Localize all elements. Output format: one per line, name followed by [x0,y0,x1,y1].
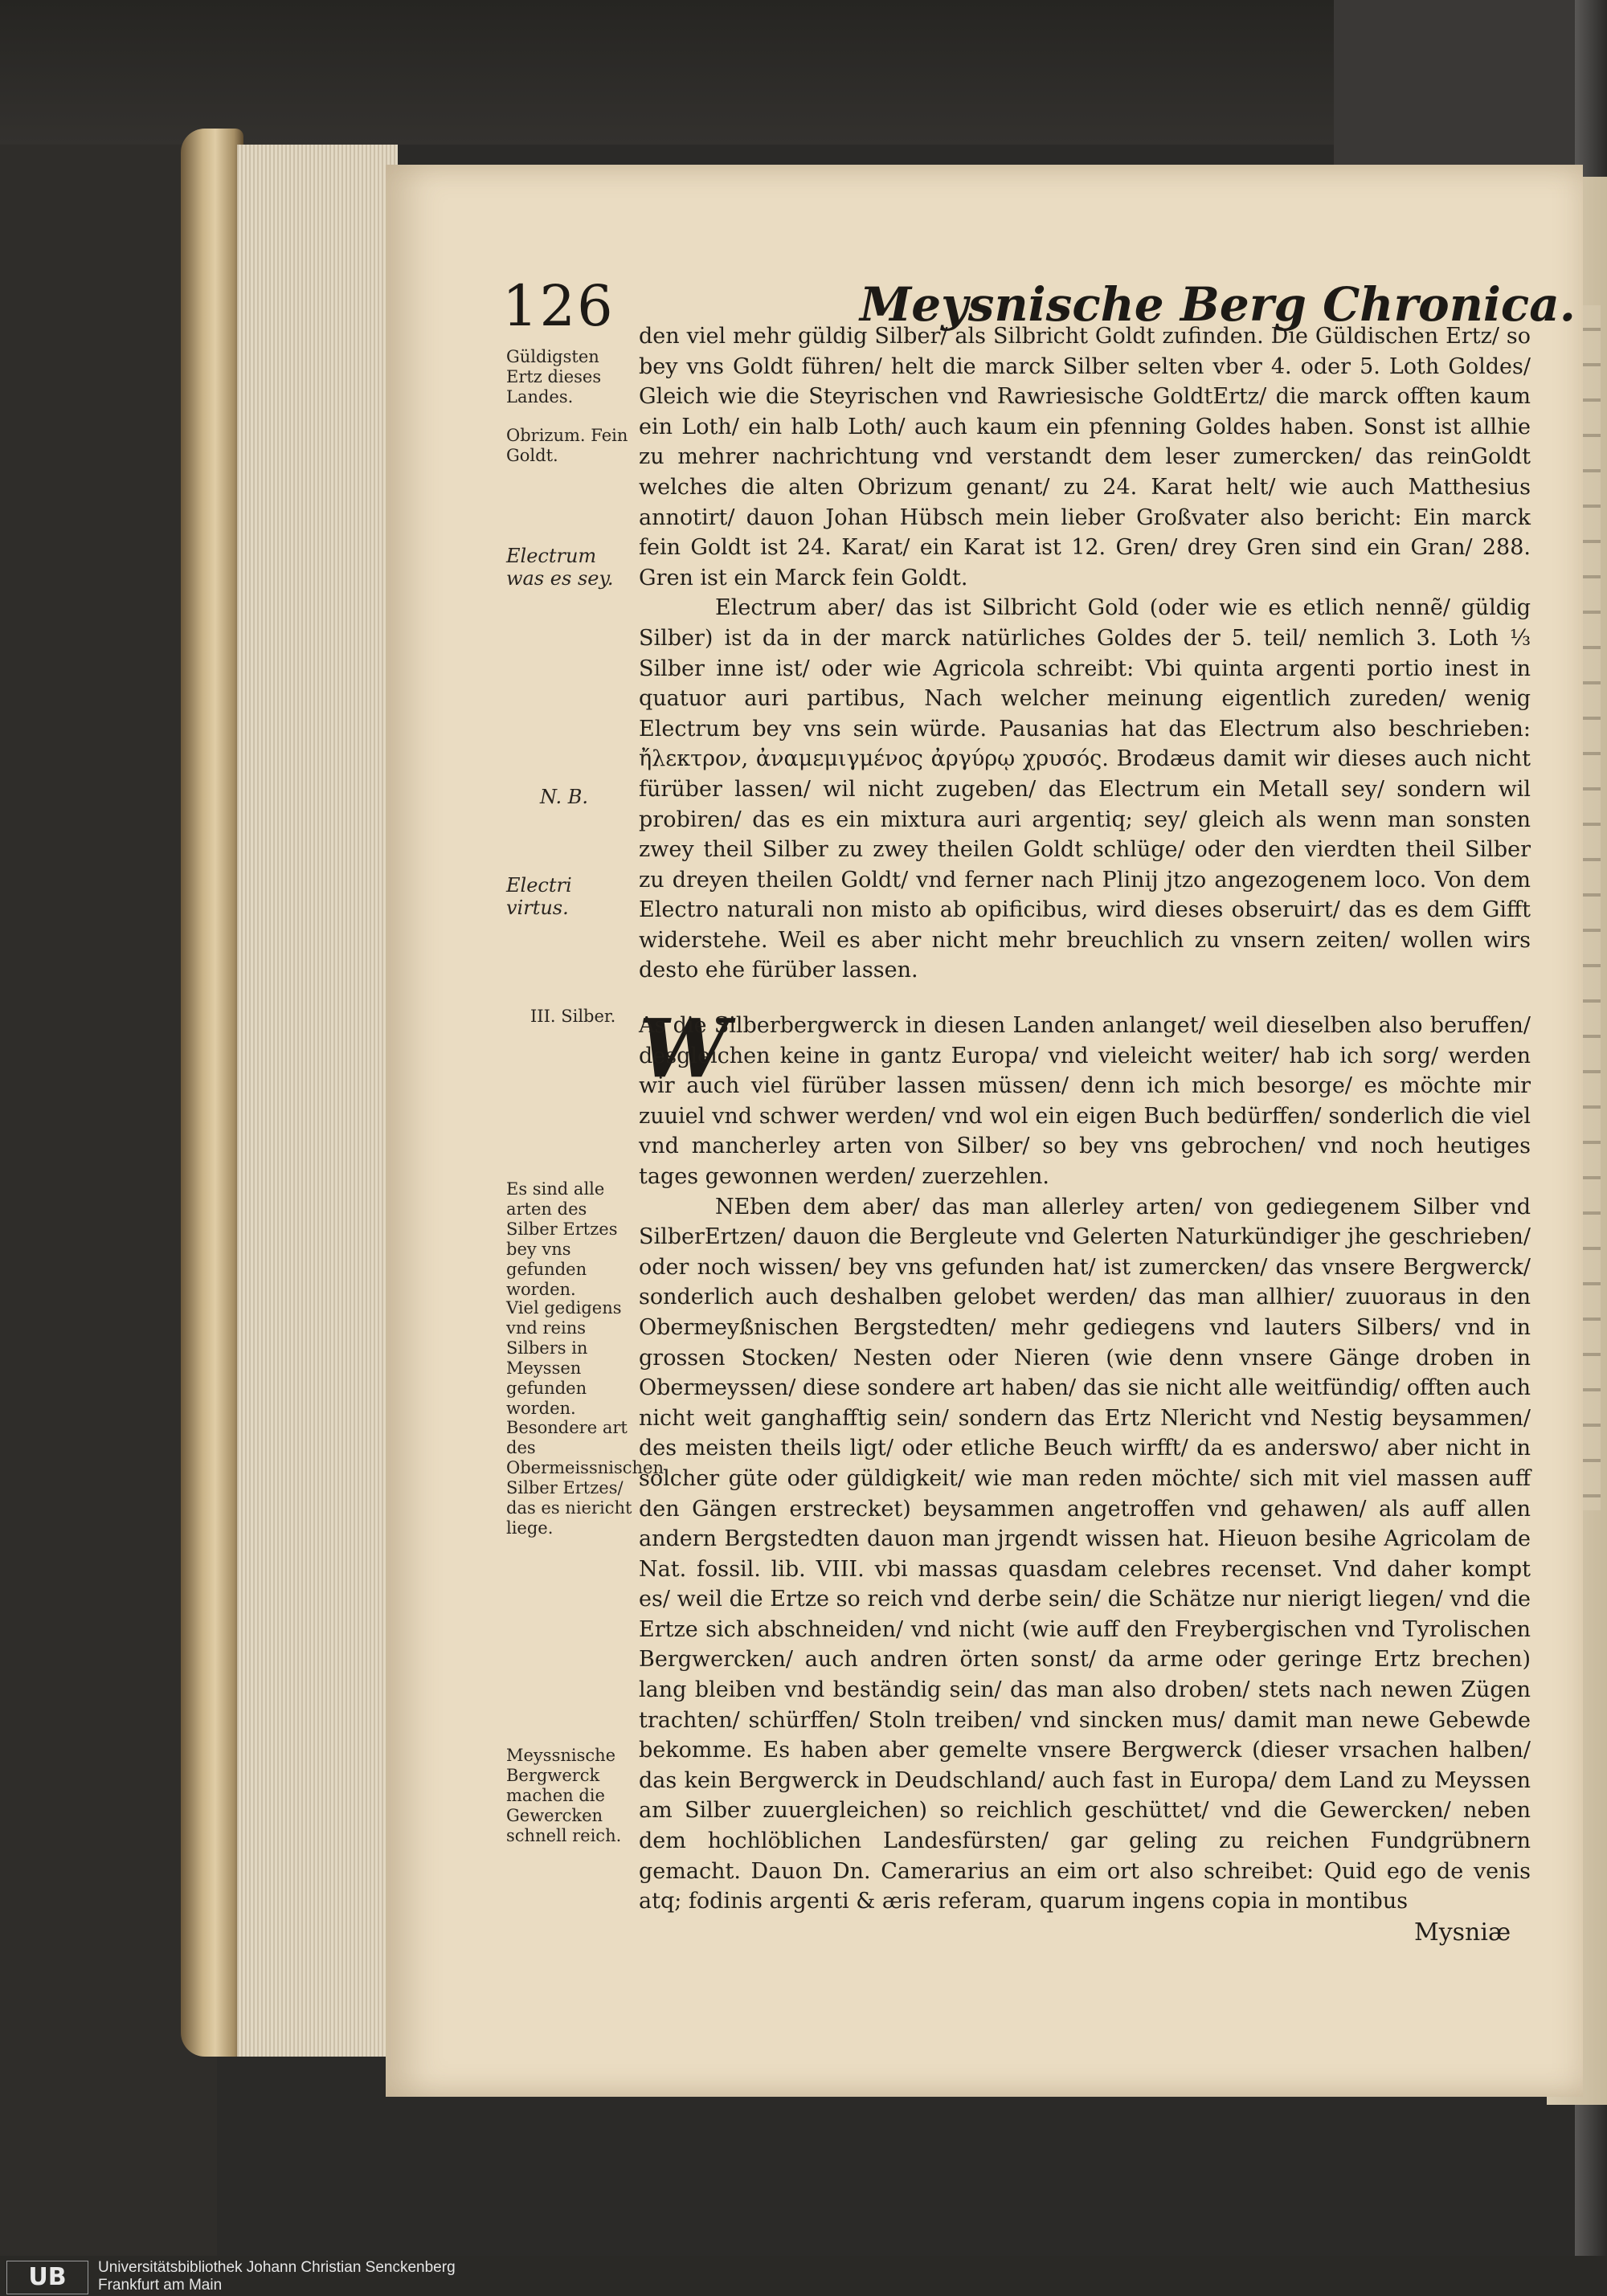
margin-note-obrizum: Obrizum. Fein Goldt. [506,426,628,465]
library-logo: UB [6,2261,88,2294]
margin-note-besondere-art: Besondere art des Obermeissnischen Silber Ertzes/ das es niericht liege. [506,1418,664,1538]
running-head: Meysnische Berg Chronica. [860,277,1576,332]
page-stack-edge [237,145,398,2057]
paragraph-neben-dem: NEben dem aber/ das man allerley arten/ von gediegenem Silber vnd SilberErtzen/ dauon die Bergleute vnd Gelerten Naturkündiger jhe geschrieben/ oder noch wissen/ bey vns gefunden hat/ ist zumercken/ das vnsere Bergwerck/ sonderlich auch deshalben gelobet werden/ das man allhier/ zuuoraus in den Obermeyßnischen Bergstedten/ mehr gediegens vnd lauters Silbers/ vnd in grossen Stocken/ Nesten oder Nieren (wie denn vnsere Gänge droben in Obermeyssen/ diese sondere art haben/ das sie nicht alle weitfündig/ offten auch nicht weit ganghafftig sein/ sondern das Ertz Nlericht vnd Nestig beysammen/ des meisten theils ligt/ oder etliche Beuch wirfft/ da es anderswo/ aber nicht in solcher güte oder güldigkeit/ wie man reden möchte/ sich mit viel massen auff den Gängen erstrecket) beysammen angetroffen vnd gehawen/ als auff allen andern Bergstedten dauon man jrgendt wissen hat. Hieuon besihe Agricolam de Nat. fossil. lib. VIII. vbi massas quasdam celebres recenset. Vnd daher kompt es/ weil die Ertze so reich vnd derbe sein/ die Schätze nur nierigt liegen/ vnd die Ertze sich abschneiden/ vnd nicht (wie auff den Freybergischen vnd Tyrolischen Bergwercken/ auch andren örten sonst/ da arme oder geringe Ertz brechen) lang bleiben vnd beständig sein/ das man also droben/ stets nach newen Zügen trachten/ schürffen/ Stoln treiben/ vnd sincken mus/ damit man newe Gebewde bekomme. Es haben aber gemelte vnsere Bergwerck (dieser vrsachen halben/ das kein Bergwerck in Deudschland/ auch fast in Europa/ dem Land zu Meyssen am Silber zuuergleichen) so reichlich geschüttet/ vnd die Gewercken/ neben dem hochlöblichen Landesfürsten/ gar geling zu reichen Fundgrübnern gemacht. Dauon Dn. Camerarius an eim ort also schreibet: Quid ego de venis atq; fodinis argenti & æris referam, quarum ingens copia in montibus [639,1194,1531,1914]
margin-note-guldigsten: Güldigsten Ertz dieses Landes. [506,347,602,406]
text-block-silber [639,1011,1531,1917]
margin-note-gedigens: Viel gedigens vnd reins Silbers in Meyssen gefunden worden. [506,1298,622,1418]
paragraph-electrum: Electrum aber/ das ist Silbricht Gold (oder wie es etlich nennẽ/ güldig Silber) ist da in der marck natürliches Goldes der 5. teil/ nemlich 3. Loth ⅓ Silber inne ist/ oder wie Agricola schreibt: Vbi quinta argenti portio inest in quatuor auri partibus, Nach welcher meinung eigentlich zureden/ wenig Electrum bey vns sein würde. Pausanias hat das Electrum also beschrieben: ἤλεκτρον, ἀναμεμιγμένος ἀργύρῳ χρυσός. Brodæus damit wir dieses auch nicht fürüber lassen/ wil nicht zugeben/ das Electrum ein Metall sey/ sondern wil probiren/ das es ein mixtura auri argentiq; sey/ gleich als wenn man sonsten zwey theil Silber zu zwey theilen Goldt schlüge/ oder den vierdten theil Silber zu dreyen theilen Goldt/ vnd ferner nach Plinij jtzo angezogenem loco. Von dem Electro naturali non misto ab opificibus, wird dieses obseruirt/ das es dem Gifft widerstehe. Weil es aber nicht mehr breuchlich zu vnsern zeiten/ wollen wirs desto ehe fürüber lassen. [639,595,1531,983]
drop-cap-initial: W [639,1001,730,1096]
book-binding [181,129,243,2057]
margin-note-silber: III. Silber. [530,1007,616,1026]
margin-note-electrum: Electrum was es sey. [506,545,614,590]
margin-note-nb: N. B. [540,786,588,808]
catchword: Mysniæ [1414,1918,1511,1947]
paragraph-silberbergwerck: As die Silberbergwerck in diesen Landen anlanget/ weil dieselben also beruffen/ desgleichen keine in gantz Europa/ vnd vieleicht weiter/ hab ich sorg/ werden wir auch viel fürüber lassen müssen/ denn ich mich besorge/ es möchte mir zuuiel vnd schwer werden/ vnd wol ein eigen Buch bedürffen/ sonderlich die viel vnd mancherley arten von Silber/ so bey vns gebrochen/ vnd noch heutiges tages gewonnen werden/ zuerzehlen. [639,1013,1531,1189]
text-block-gold-electrum [639,321,1531,986]
margin-note-alle-arten: Es sind alle arten des Silber Ertzes bey vns gefunden worden. [506,1179,618,1299]
margin-note-meyssnische: Meyssnische Bergwerck machen die Gewercken schnell reich. [506,1746,622,1845]
page-number: 126 [502,273,615,339]
footer-city: Frankfurt am Main [98,2277,223,2294]
margin-note-electri-virtus: Electri virtus. [506,874,572,919]
footer-library-name: Universitätsbibliothek Johann Christian Senckenberg [98,2259,456,2276]
paragraph-gold: den viel mehr güldig Silber/ als Silbricht Goldt zufinden. Die Güldischen Ertz/ so bey vns Goldt führen/ helt die marck Silber selten vber 4. oder 5. Loth Goldes/ Gleich wie die Steyrischen vnd Rawriesische GoldtErtz/ die marck offten kaum ein Loth/ ein halb Loth/ auch kaum ein pfenning Goldes haben. Sonst ist allhie zu mehrer nachrichtung vnd verstandt dem leser zumercken/ das reinGoldt welches die alten Obrizum genant/ zu 24. Karat helt/ wie auch Matthesius annotirt/ dauon Johan Hübsch mein lieber Großvater also bericht: Ein marck fein Goldt ist 24. Karat/ ein Karat ist 12. Gren/ drey Gren sind ein Gran/ 288. Gren ist ein Marck fein Goldt. [639,324,1531,590]
photo-background-right [1334,0,1575,169]
